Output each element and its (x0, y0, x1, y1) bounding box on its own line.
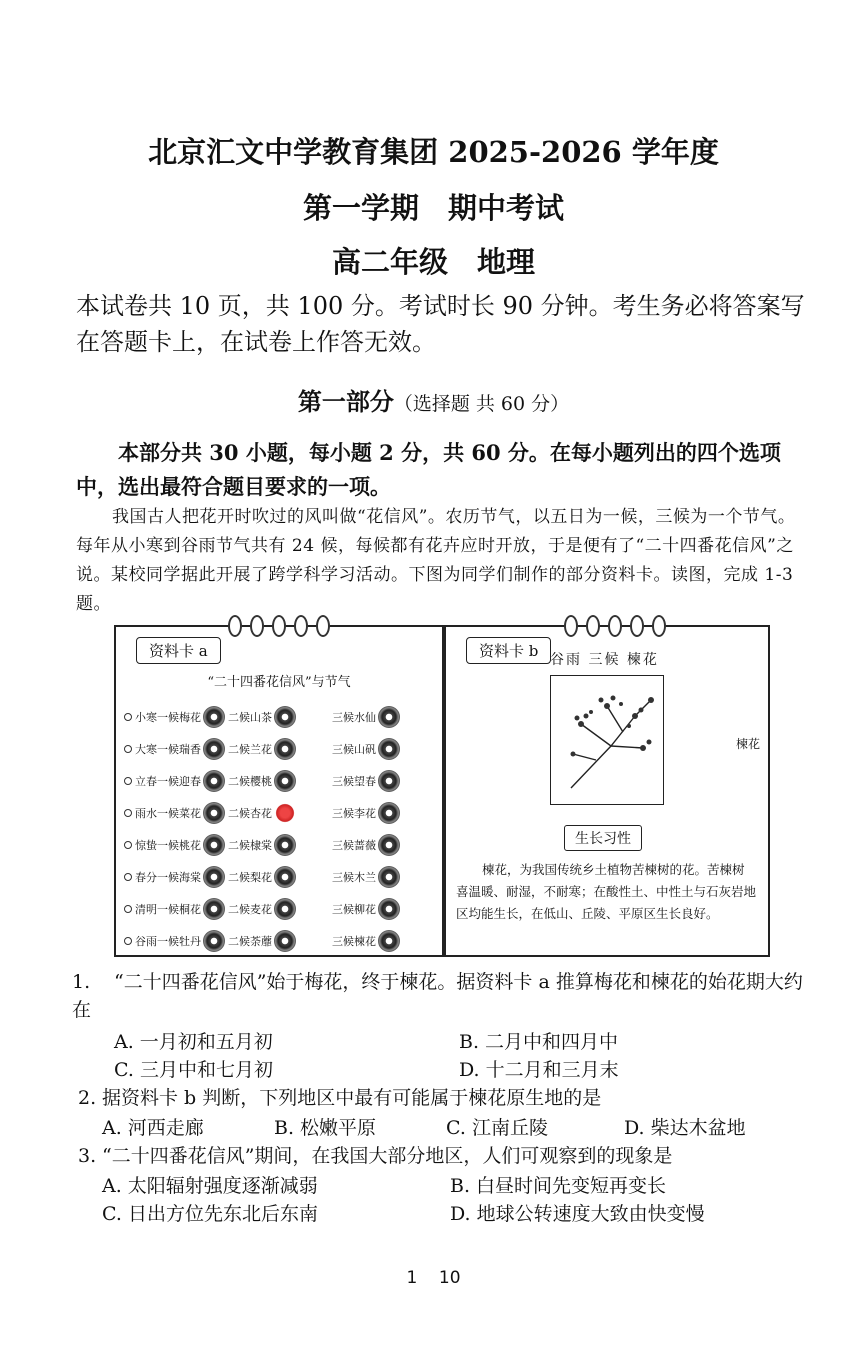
option-b[interactable]: B. 白昼时间先变短再变长 (450, 1175, 667, 1197)
bullet-icon (124, 873, 132, 881)
term-row (124, 861, 436, 893)
bullet-icon (124, 713, 132, 721)
term-row (124, 733, 436, 765)
term-entry (332, 898, 436, 920)
flower-icon (274, 770, 296, 792)
page-number: 1 (406, 1268, 418, 1288)
term-label: 大寒一候瑞香 (135, 743, 201, 756)
term-entry (228, 930, 332, 952)
flower-icon (203, 898, 225, 920)
term-label: 三候蔷薇 (332, 839, 376, 852)
flower-icon (378, 802, 400, 824)
flower-icon (274, 706, 296, 728)
option-d[interactable]: D. 十二月和三月末 (459, 1059, 619, 1081)
option-b[interactable]: B. 松嫩平原 (274, 1117, 377, 1139)
term-label: 三候水仙 (332, 711, 376, 724)
exam-title: 北京汇文中学教育集团 2025-2026 学年度 (148, 135, 719, 169)
term-entry (124, 834, 228, 856)
section-heading (0, 382, 867, 417)
flower-icon (203, 706, 225, 728)
growth-habit-label: 生长习性 (564, 825, 642, 851)
section-intro: 本部分共 30 小题，每小题 2 分，共 60 分。在每小题列出的四个选项中，选出最符合题目要求的一项。 (76, 440, 781, 499)
flower-icon (378, 898, 400, 920)
bullet-icon (124, 937, 132, 945)
bullet-icon (124, 777, 132, 785)
term-entry (228, 898, 332, 920)
flower-icon (203, 866, 225, 888)
card-b-heading: 谷雨 三候 楝花 (550, 652, 659, 668)
term-row (124, 701, 436, 733)
flower-icon (274, 802, 296, 824)
term-row (124, 829, 436, 861)
term-label: 二候杏花 (228, 807, 272, 820)
flower-icon (378, 930, 400, 952)
flower-icon (203, 738, 225, 760)
term-entry (332, 770, 436, 792)
option-c[interactable]: C. 三月中和七月初 (114, 1059, 273, 1081)
card-a-label: 资料卡 a (136, 637, 221, 664)
question-3 (78, 1142, 818, 1228)
question-number: 3. (78, 1145, 97, 1167)
term-entry (332, 834, 436, 856)
term-entry (332, 706, 436, 728)
flower-icon (274, 738, 296, 760)
term-label: 二候兰花 (228, 743, 272, 756)
term-entry (228, 834, 332, 856)
growth-habit-text: 楝花，为我国传统乡土植物苦楝树的花。苦楝树喜温暖、耐湿，不耐寒；在酸性土、中性土与石灰岩地区均能生长，在低山、丘陵、平原区生长良好。 (456, 862, 757, 921)
term-entry (124, 898, 228, 920)
term-label: 清明一候桐花 (135, 903, 201, 916)
term-entry (124, 706, 228, 728)
option-c[interactable]: C. 江南丘陵 (446, 1117, 548, 1139)
flower-icon (203, 930, 225, 952)
term-entry (228, 802, 332, 824)
term-entry (228, 706, 332, 728)
term-entry (124, 802, 228, 824)
term-label: 三候木兰 (332, 871, 376, 884)
flower-icon (378, 738, 400, 760)
term-label: 二候麦花 (228, 903, 272, 916)
card-b-caption: 楝花 (735, 737, 760, 751)
card-a-title: “二十四番花信风”与节气 (207, 675, 351, 690)
flower-icon (203, 834, 225, 856)
flower-icon (203, 802, 225, 824)
question-stem: 据资料卡 b 判断，下列地区中最有可能属于楝花原生地的是 (102, 1087, 602, 1109)
bullet-icon (124, 841, 132, 849)
term-label: 雨水一候菜花 (135, 807, 201, 820)
option-a[interactable]: A. 一月初和五月初 (114, 1031, 273, 1053)
flower-icon (274, 930, 296, 952)
binder-rings (228, 615, 330, 637)
card-b-label: 资料卡 b (466, 637, 551, 664)
option-a[interactable]: A. 太阳辐射强度逐渐减弱 (102, 1175, 318, 1197)
question-1 (72, 968, 812, 1084)
term-row (124, 765, 436, 797)
flower-icon (274, 898, 296, 920)
option-a[interactable]: A. 河西走廊 (102, 1117, 204, 1139)
term-label: 二候荼蘼 (228, 935, 272, 948)
term-entry (228, 770, 332, 792)
term-row (124, 925, 436, 957)
term-entry (332, 738, 436, 760)
exam-term: 第一学期 期中考试 (302, 191, 564, 225)
bullet-icon (124, 745, 132, 753)
term-entry (124, 866, 228, 888)
question-number: 1. (72, 971, 91, 993)
term-entry (124, 930, 228, 952)
info-card-b (444, 625, 770, 957)
term-label: 三候望春 (332, 775, 376, 788)
term-entry (332, 866, 436, 888)
info-card-a (114, 625, 444, 957)
term-label: 三候楝花 (332, 935, 376, 948)
term-label: 三候李花 (332, 807, 376, 820)
exam-subject: 高二年级 地理 (331, 245, 535, 279)
option-b[interactable]: B. 二月中和四月中 (459, 1031, 619, 1053)
chinaberry-flower-illustration (550, 675, 664, 805)
term-label: 二候梨花 (228, 871, 272, 884)
option-d[interactable]: D. 地球公转速度大致由快变慢 (450, 1203, 705, 1225)
material-text: 我国古人把花开时吹过的风叫做“花信风”。农历节气，以五日为一候，三候为一个节气。每年从小寒到谷雨节气共有 24 候，每候都有花卉应时开放，于是便有了“二十四番花信风”之说。某校同学据此开展了跨学科学习活动。下图为同学们制作的部分资料卡。读图，完成 1-3 题。 (76, 507, 796, 614)
flower-icon (274, 834, 296, 856)
term-label: 谷雨一候牡丹 (135, 935, 201, 948)
term-label: 春分一候海棠 (135, 871, 201, 884)
exam-notice: 本试卷共 10 页，共 100 分。考试时长 90 分钟。考生务必将答案写在答题卡上，在试卷上作答无效。 (76, 292, 805, 356)
bullet-icon (124, 905, 132, 913)
flower-icon (378, 770, 400, 792)
question-number: 2. (78, 1087, 97, 1109)
term-entry (124, 738, 228, 760)
term-label: 二候棣棠 (228, 839, 272, 852)
question-2 (78, 1084, 818, 1142)
term-label: 三候山矾 (332, 743, 376, 756)
question-stem: “二十四番花信风”期间，在我国大部分地区，人们可观察到的现象是 (102, 1145, 673, 1167)
page-footer (0, 1268, 867, 1288)
flower-icon (378, 866, 400, 888)
term-label: 惊蛰一候桃花 (135, 839, 201, 852)
term-entry (228, 738, 332, 760)
flower-icon (378, 706, 400, 728)
term-entry (332, 930, 436, 952)
bullet-icon (124, 809, 132, 817)
option-d[interactable]: D. 柴达木盆地 (624, 1117, 746, 1139)
term-entry (124, 770, 228, 792)
term-label: 小寒一候梅花 (135, 711, 201, 724)
term-entry (332, 802, 436, 824)
term-entry (228, 866, 332, 888)
term-label: 二候山茶 (228, 711, 272, 724)
term-row (124, 797, 436, 829)
term-label: 立春一候迎春 (135, 775, 201, 788)
flower-icon (203, 770, 225, 792)
section-title: 第一部分 (297, 387, 394, 416)
page-total: 10 (438, 1268, 461, 1288)
flower-term-list (124, 701, 436, 957)
question-stem: “二十四番花信风”始于梅花，终于楝花。据资料卡 a 推算梅花和楝花的始花期大约在 (72, 971, 803, 1021)
flower-icon (378, 834, 400, 856)
term-row (124, 893, 436, 925)
flower-icon (274, 866, 296, 888)
term-label: 二候樱桃 (228, 775, 272, 788)
binder-rings (564, 615, 666, 637)
term-label: 三候柳花 (332, 903, 376, 916)
option-c[interactable]: C. 日出方位先东北后东南 (102, 1203, 318, 1225)
section-subtitle: （选择题 共 60 分） (393, 393, 570, 415)
